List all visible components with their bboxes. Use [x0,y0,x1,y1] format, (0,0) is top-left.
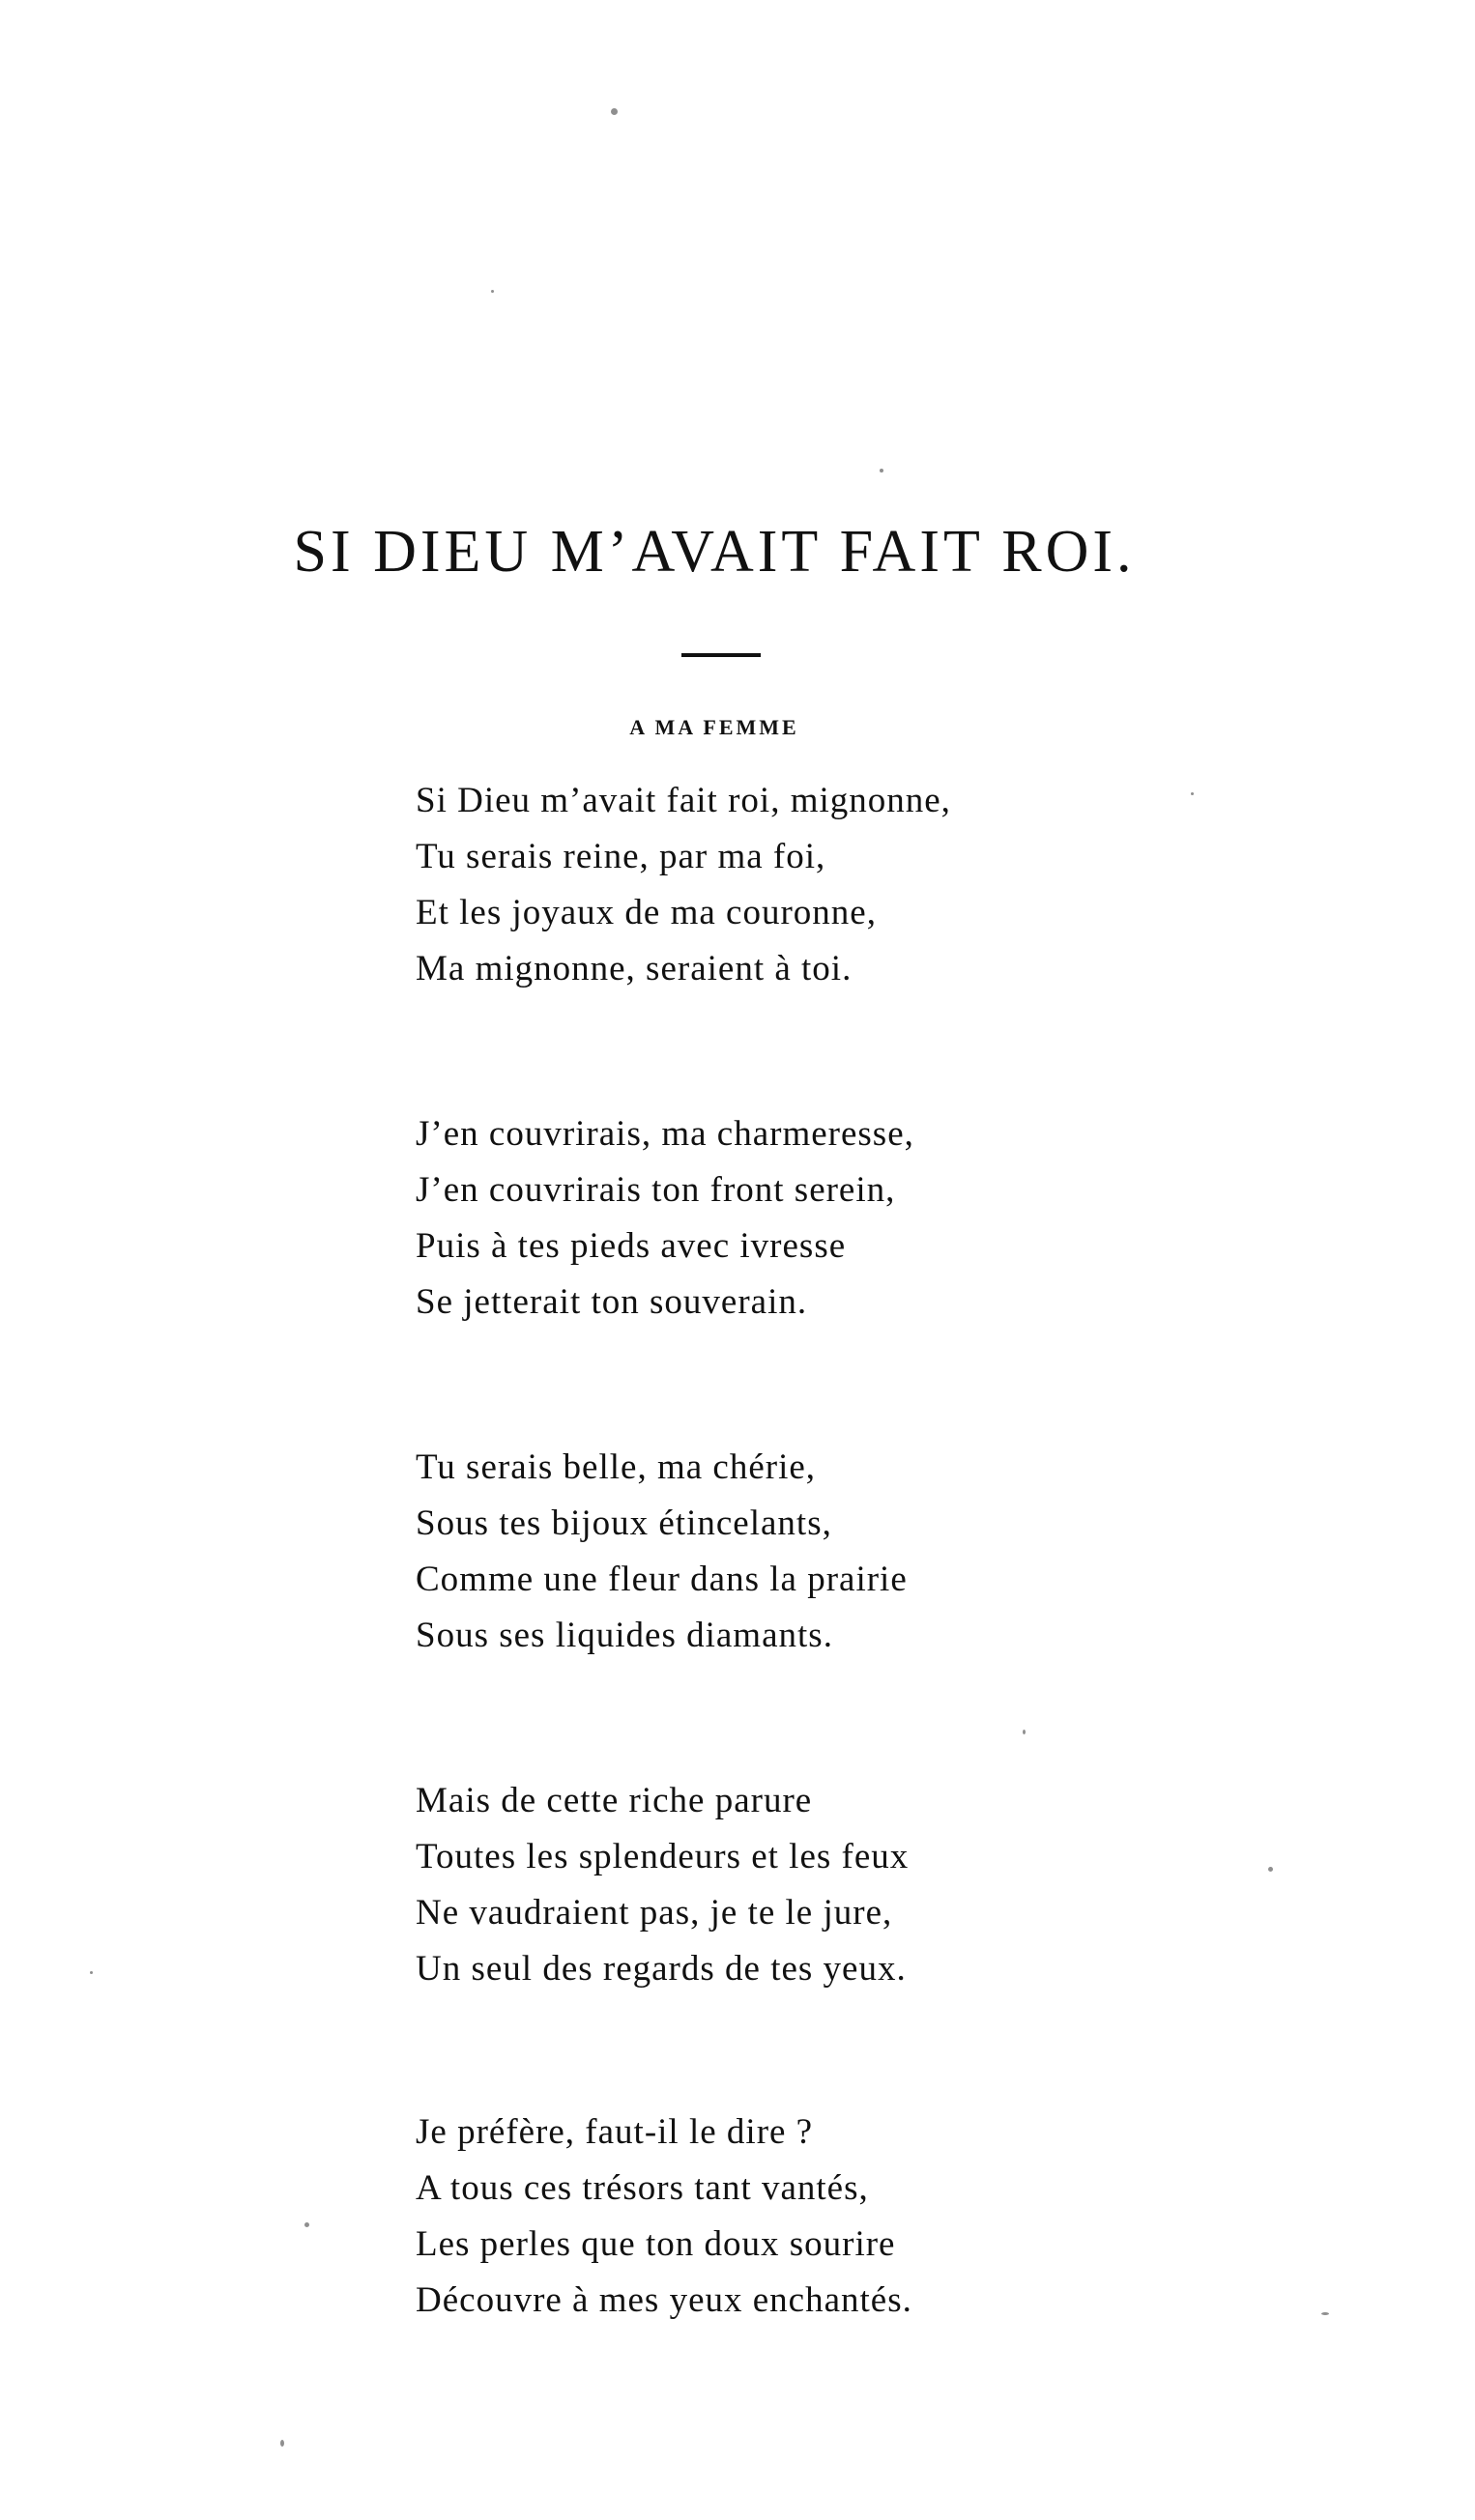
verse-line: Les perles que ton doux sourire [416,2224,896,2264]
stanza-1 [416,773,1092,997]
scan-speck [611,108,618,115]
stanza-4 [416,1773,1092,1997]
stanza-3 [416,1440,1092,1664]
scan-speck [491,290,494,293]
scan-speck [1268,1867,1273,1872]
verse-line: Toutes les splendeurs et les feux [416,1837,910,1876]
scan-speck [1191,792,1194,795]
scan-speck [1023,1730,1026,1734]
poem-title: SI DIEU M’AVAIT FAIT ROI. [293,519,1136,585]
verse-line: Sous tes bijoux étincelants, [416,1503,832,1543]
verse-line: Comme une fleur dans la prairie [416,1560,908,1599]
verse-line: Sous ses liquides diamants. [416,1616,833,1655]
stanza-5 [416,2105,1092,2329]
verse-line: Si Dieu m’avait fait roi, mignonne, [416,781,951,820]
verse-line: Tu serais belle, ma chérie, [416,1447,817,1487]
verse-line: J’en couvrirais, ma charmeresse, [416,1114,914,1154]
poem-dedication: A MA FEMME [629,715,799,739]
verse-line: Je préfère, faut-il le dire ? [416,2112,814,2152]
verse-line: J’en couvrirais ton front serein, [416,1170,896,1210]
verse-line: Et les joyaux de ma couronne, [416,893,877,932]
verse-line: Tu serais reine, par ma foi, [416,837,826,876]
title-divider [681,653,761,657]
verse-line: Mais de cette riche parure [416,1781,813,1820]
verse-line: Se jetterait ton souverain. [416,1282,808,1322]
verse-line: Ne vaudraient pas, je te le jure, [416,1893,893,1933]
scan-speck [880,469,883,472]
verse-line: Puis à tes pieds avec ivresse [416,1226,847,1266]
scan-speck [280,2440,284,2447]
verse-line: Un seul des regards de tes yeux. [416,1949,907,1989]
scan-speck [90,1971,93,1974]
scan-speck [1321,2312,1329,2315]
stanza-2 [416,1106,1092,1331]
verse-line: Découvre à mes yeux enchantés. [416,2280,912,2320]
verse-line: Ma mignonne, seraient à toi. [416,949,853,988]
verse-line: A tous ces trésors tant vantés, [416,2168,869,2208]
scan-speck [304,2222,309,2227]
